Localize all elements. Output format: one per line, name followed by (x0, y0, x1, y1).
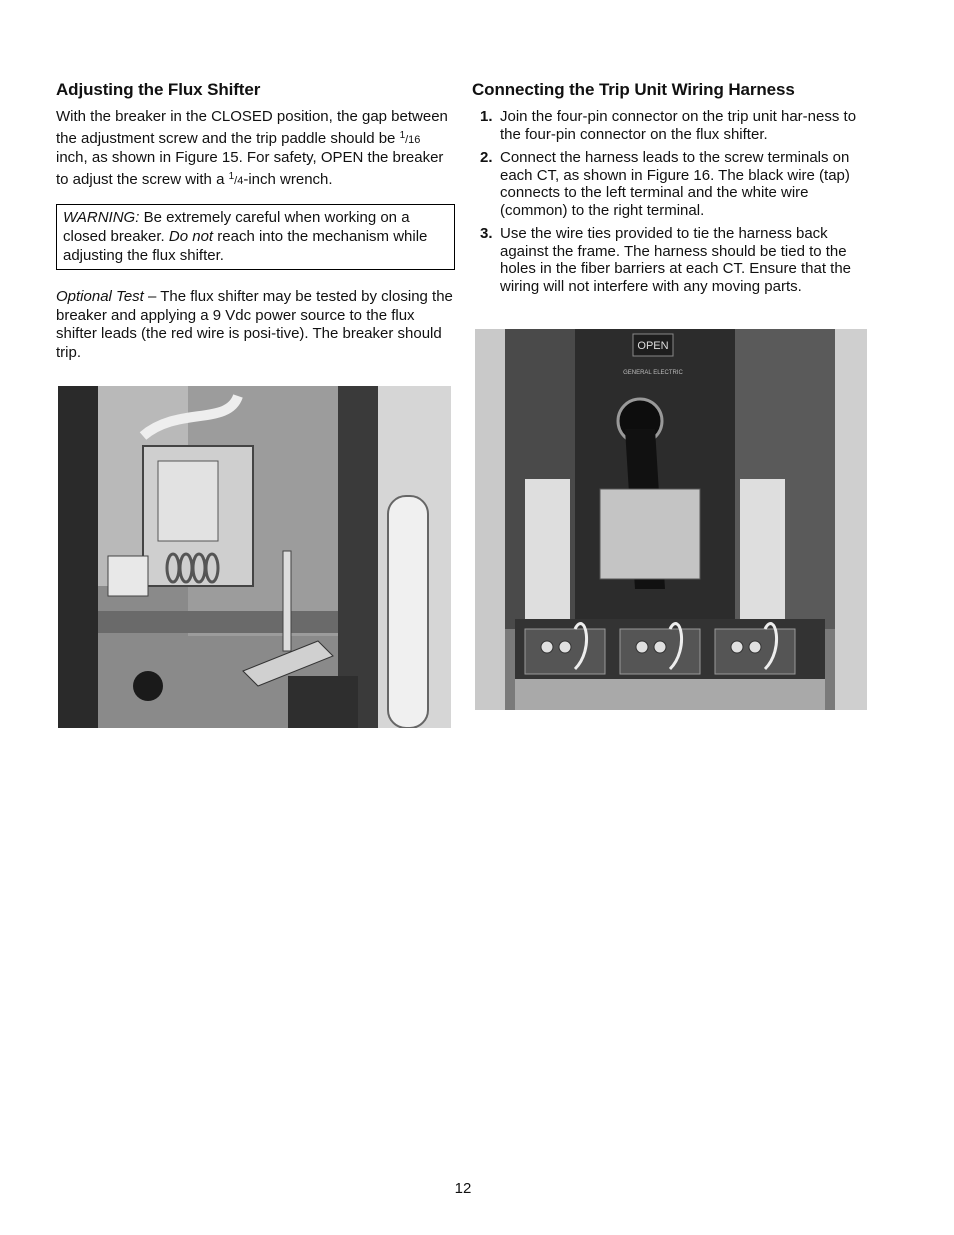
optional-test-paragraph: Optional Test – The flux shifter may be tested by closing the breaker and applying a 9 Vdc power source to the flux shifter leads (the red wire is posi-tive). The breaker should trip. (56, 288, 453, 361)
warning-label: WARNING: (63, 209, 140, 226)
list-item: 1. Join the four-pin connector on the trip unit har-ness to the four-pin connector on the flux shifter. (480, 108, 857, 143)
open-label: OPEN (637, 340, 669, 352)
left-column (56, 80, 456, 362)
warning-box: WARNING: Be extremely careful when working on a closed breaker. Do not reach into the mechanism while adjusting the flux shifter. (56, 204, 455, 270)
flux-shifter-photo (58, 386, 451, 728)
list-item: 3. Use the wire ties provided to tie the harness back against the frame. The harness should be tied to the holes in the fiber barriers at each CT. Ensure that the wiring will not interfere with any moving parts. (480, 225, 852, 295)
page-number: 12 (454, 1180, 472, 1197)
trip-unit-photo (475, 329, 867, 710)
brand-label: GENERAL ELECTRIC (623, 370, 683, 376)
right-column (472, 80, 872, 301)
flux-shifter-heading: Adjusting the Flux Shifter (56, 80, 261, 99)
flux-shifter-paragraph: With the breaker in the CLOSED position, the gap between the adjustment screw and the trip paddle should be $^1$/16 inch, as shown in Figure 15. For safety, OPEN the breaker to adjust the screw with a $^1$/4-inch wrench. (56, 108, 448, 188)
wiring-harness-heading: Connecting the Trip Unit Wiring Harness (472, 80, 795, 99)
list-item: 2. Connect the harness leads to the screw terminals on each CT, as shown in Figure 16. The black wire (tap) connects to the left terminal and the white wire (common) to the right terminal. (480, 149, 850, 219)
wiring-steps-list (472, 108, 872, 295)
